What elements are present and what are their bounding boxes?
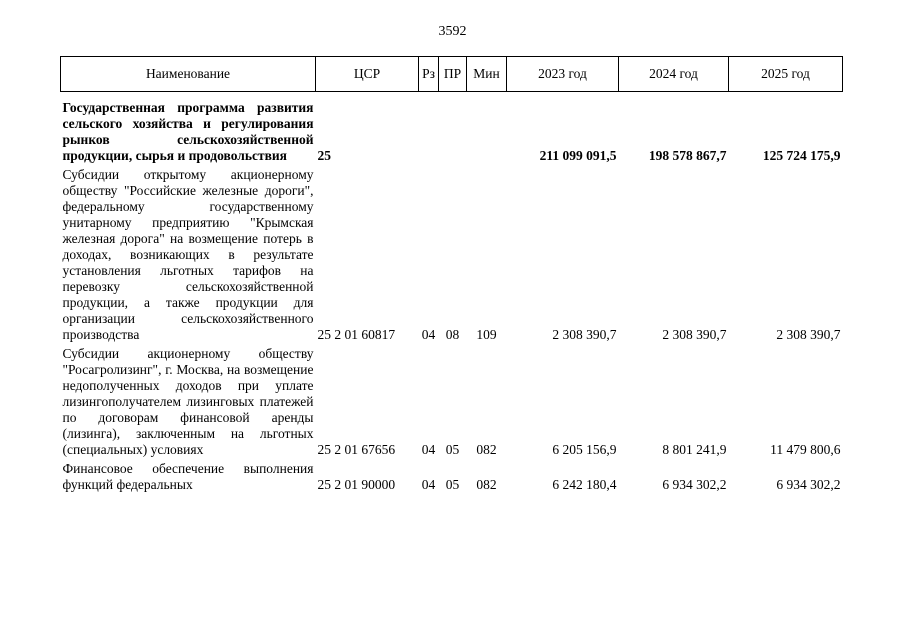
row-name: Финансовое обеспечение выполнения функций федеральных (62, 461, 314, 492)
table-row (61, 346, 843, 461)
table-row (61, 167, 843, 346)
row-2023: 6 205 156,9 (552, 442, 617, 457)
row-name: Государственная программа развития сельского хозяйства и регулирования рынков сельскохозяйственной продукции, сырья и продовольствия (62, 100, 314, 163)
row-2025: 2 308 390,7 (776, 327, 841, 342)
header-2024: 2024 год (619, 57, 729, 92)
row-2023: 211 099 091,5 (539, 148, 617, 163)
header-name: Наименование (61, 57, 316, 92)
row-csr: 25 2 01 67656 (317, 442, 396, 457)
row-name: Субсидии открытому акционерному обществу "Российские железные дороги", федеральному государственному унитарному предприятию "Крымская железная дорога" на возмещение потерь в доходах, возникающих в результате установления льготных тарифов на перевозку сельскохозяйственной продукции, а также продукции для организации сельскохозяйственного производства (62, 167, 314, 342)
row-min: 109 (476, 327, 497, 342)
row-2025: 11 479 800,6 (770, 442, 841, 457)
header-pr: ПР (439, 57, 467, 92)
row-2023: 6 242 180,4 (552, 477, 617, 492)
row-min: 082 (476, 477, 497, 492)
row-pr (439, 92, 467, 168)
table-row (61, 461, 843, 496)
row-2023: 2 308 390,7 (552, 327, 617, 342)
budget-table (60, 56, 843, 496)
row-min: 082 (476, 442, 497, 457)
row-pr: 05 (445, 442, 460, 457)
row-min (467, 92, 507, 168)
row-pr: 05 (445, 477, 460, 492)
row-2025: 125 724 175,9 (762, 148, 841, 163)
row-2024: 198 578 867,7 (648, 148, 727, 163)
row-rz: 04 (421, 442, 436, 457)
row-2024: 6 934 302,2 (662, 477, 727, 492)
page-number: 3592 (438, 24, 467, 39)
row-2025: 6 934 302,2 (776, 477, 841, 492)
header-min: Мин (467, 57, 507, 92)
table-row-program (61, 92, 843, 168)
row-rz: 04 (421, 327, 436, 342)
row-csr: 25 2 01 60817 (317, 327, 396, 342)
header-rz: Рз (419, 57, 439, 92)
row-2024: 2 308 390,7 (662, 327, 727, 342)
header-row (61, 57, 843, 92)
row-rz (419, 92, 439, 168)
row-2024: 8 801 241,9 (662, 442, 727, 457)
row-pr: 08 (445, 327, 460, 342)
header-csr: ЦСР (316, 57, 419, 92)
header-2025: 2025 год (729, 57, 843, 92)
row-csr: 25 2 01 90000 (317, 477, 396, 492)
row-name: Субсидии акционерному обществу "Росагролизинг", г. Москва, на возмещение недополученных доходов при уплате лизингополучателем лизинговых платежей по договорам финансовой аренды (лизинга), заключенным на льготных (специальных) условиях (62, 346, 314, 457)
header-2023: 2023 год (507, 57, 619, 92)
row-csr: 25 (317, 148, 331, 163)
row-rz: 04 (421, 477, 436, 492)
